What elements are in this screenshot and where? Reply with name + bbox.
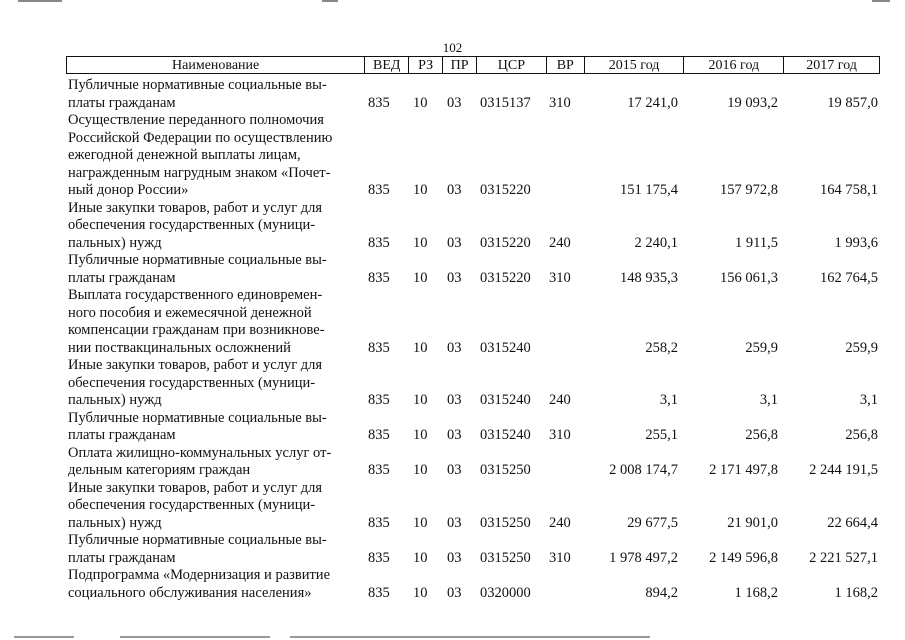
cell-2015: 1 978 497,2	[609, 549, 678, 566]
cell-pr: 03	[447, 514, 462, 531]
scan-edge-mark-left	[18, 0, 62, 2]
cell-2015: 17 241,0	[627, 94, 678, 111]
cell-2017: 164 758,1	[820, 182, 878, 198]
cell-2017: 19 857,0	[827, 94, 878, 111]
table-row	[66, 410, 880, 445]
cell-2017: 22 664,4	[827, 514, 878, 531]
cell-2016: 259,9	[745, 339, 778, 356]
header-2016: 2016 год	[683, 57, 783, 73]
cell-csr: 0315137	[480, 94, 531, 111]
table-row	[66, 357, 880, 410]
cell-name	[66, 77, 364, 112]
table-row	[66, 252, 880, 287]
table-header	[66, 56, 880, 74]
cell-2016: 21 901,0	[727, 514, 778, 531]
cell-ved: 835	[368, 427, 390, 443]
cell-name	[66, 357, 364, 410]
cell-vr: 310	[549, 549, 571, 566]
cell-2016: 1 911,5	[735, 234, 778, 251]
table-row	[66, 480, 880, 533]
cell-rz: 10	[413, 462, 428, 478]
cell-name-line: пальных) нужд	[68, 234, 162, 251]
cell-name	[66, 112, 364, 200]
cell-pr: 03	[447, 94, 462, 111]
cell-2015: 148 935,3	[620, 269, 678, 286]
scan-bottom-mark-right	[290, 636, 650, 638]
cell-name-line: Оплата жилищно-коммунальных услуг от-	[68, 444, 332, 461]
cell-name-line: пальных) нужд	[68, 392, 162, 408]
cell-2017: 1 168,2	[834, 584, 878, 601]
cell-rz: 10	[413, 514, 428, 531]
table-body	[66, 77, 880, 602]
scan-bottom-mark-left	[14, 636, 74, 638]
cell-name-line: Публичные нормативные социальные вы-	[68, 252, 327, 268]
cell-rz: 10	[413, 182, 428, 198]
cell-2016: 256,8	[745, 427, 778, 443]
cell-2016: 157 972,8	[720, 182, 778, 198]
cell-2015: 2 008 174,7	[609, 462, 678, 478]
cell-2016: 2 171 497,8	[709, 462, 778, 478]
cell-name-line: Российской Федерации по осуществлению	[68, 129, 333, 146]
cell-2015: 255,1	[645, 427, 678, 443]
cell-name	[66, 532, 364, 567]
cell-name-line: платы гражданам	[68, 269, 176, 286]
cell-ved: 835	[368, 392, 390, 408]
cell-2016: 1 168,2	[734, 584, 778, 601]
table-row	[66, 532, 880, 567]
header-2017: 2017 год	[783, 57, 879, 73]
cell-name-line: Иные закупки товаров, работ и услуг для	[68, 199, 323, 216]
cell-pr: 03	[447, 269, 462, 286]
scan-bottom-mark-mid	[120, 636, 270, 638]
cell-ved: 835	[368, 94, 390, 111]
cell-name-line: обеспечения государственных (муници-	[68, 217, 316, 233]
cell-2017: 3,1	[859, 392, 878, 408]
cell-name	[66, 480, 364, 533]
cell-csr: 0315220	[480, 182, 531, 198]
cell-name-line: Публичные нормативные социальные вы-	[68, 77, 327, 93]
cell-ved: 835	[368, 182, 390, 198]
cell-2016: 19 093,2	[727, 94, 778, 111]
cell-vr: 310	[549, 269, 571, 286]
cell-rz: 10	[413, 339, 428, 356]
cell-2015: 894,2	[645, 584, 678, 601]
cell-name-line: Иные закупки товаров, работ и услуг для	[68, 479, 323, 496]
header-rz: РЗ	[408, 57, 442, 73]
cell-ved: 835	[368, 269, 390, 286]
header-name: Наименование	[172, 58, 260, 73]
header-pr: ПР	[442, 57, 476, 73]
budget-table	[66, 56, 880, 602]
cell-name-line: пальных) нужд	[68, 514, 162, 531]
cell-vr: 310	[549, 94, 571, 111]
cell-2016: 3,1	[759, 392, 778, 408]
header-vr: ВР	[546, 57, 584, 73]
cell-rz: 10	[413, 549, 428, 566]
header-2015: 2015 год	[584, 57, 684, 73]
cell-pr: 03	[447, 339, 462, 356]
cell-name-line: обеспечения государственных (муници-	[68, 374, 316, 391]
cell-rz: 10	[413, 94, 428, 111]
header-csr: ЦСР	[476, 57, 546, 73]
table-row	[66, 200, 880, 253]
cell-ved: 835	[368, 462, 390, 478]
cell-ved: 835	[368, 339, 390, 356]
cell-2015: 258,2	[645, 339, 678, 356]
cell-name-line: компенсации гражданам при возникнове-	[68, 322, 325, 338]
cell-name-line: ного пособия и ежемесячной денежной	[68, 304, 312, 321]
cell-rz: 10	[413, 234, 428, 251]
cell-pr: 03	[447, 427, 462, 443]
cell-pr: 03	[447, 234, 462, 251]
cell-2016: 2 149 596,8	[709, 549, 778, 566]
cell-csr: 0315250	[480, 549, 531, 566]
table-row	[66, 112, 880, 200]
table-row	[66, 445, 880, 480]
cell-name	[66, 287, 364, 357]
cell-2015: 2 240,1	[634, 234, 678, 251]
cell-name-line: платы гражданам	[68, 427, 176, 443]
cell-rz: 10	[413, 269, 428, 286]
cell-2017: 259,9	[845, 339, 878, 356]
cell-2017: 2 221 527,1	[809, 549, 878, 566]
cell-name-line: Выплата государственного единовремен-	[68, 287, 323, 303]
table-row	[66, 77, 880, 112]
cell-vr: 240	[549, 514, 571, 531]
cell-2016: 156 061,3	[720, 269, 778, 286]
cell-pr: 03	[447, 584, 462, 601]
cell-name-line: Осуществление переданного полномочия	[68, 112, 324, 128]
cell-vr: 310	[549, 427, 571, 443]
cell-2017: 162 764,5	[820, 269, 878, 286]
cell-csr: 0315250	[480, 462, 531, 478]
cell-name-line: Публичные нормативные социальные вы-	[68, 532, 327, 548]
cell-name-line: Иные закупки товаров, работ и услуг для	[68, 357, 323, 373]
cell-2017: 1 993,6	[834, 234, 878, 251]
cell-vr: 240	[549, 392, 571, 408]
cell-pr: 03	[447, 182, 462, 198]
cell-vr: 240	[549, 234, 571, 251]
scan-edge-mark-right	[872, 0, 890, 2]
cell-csr: 0315220	[480, 269, 531, 286]
cell-name-line: Публичные нормативные социальные вы-	[68, 409, 327, 426]
cell-name-line: обеспечения государственных (муници-	[68, 497, 316, 513]
cell-ved: 835	[368, 234, 390, 251]
cell-2015: 3,1	[659, 392, 678, 408]
scan-edge-mark-center	[322, 0, 338, 2]
cell-csr: 0315240	[480, 392, 531, 408]
cell-name	[66, 200, 364, 253]
cell-name-line: платы гражданам	[68, 549, 176, 566]
cell-name	[66, 445, 364, 480]
table-row	[66, 567, 880, 602]
cell-ved: 835	[368, 514, 390, 531]
cell-name-line: нии поствакцинальных осложнений	[68, 339, 291, 356]
cell-rz: 10	[413, 392, 428, 408]
cell-name-line: дельным категориям граждан	[68, 462, 251, 478]
cell-ved: 835	[368, 549, 390, 566]
cell-ved: 835	[368, 584, 390, 601]
cell-name	[66, 567, 364, 602]
cell-name-line: ный донор России»	[68, 182, 189, 198]
cell-2017: 256,8	[845, 427, 878, 443]
cell-name-line: Подпрограмма «Модернизация и развитие	[68, 567, 330, 583]
cell-csr: 0315220	[480, 234, 531, 251]
cell-rz: 10	[413, 584, 428, 601]
cell-name-line: награжденным нагрудным знаком «Почет-	[68, 164, 331, 181]
cell-name	[66, 252, 364, 287]
cell-pr: 03	[447, 549, 462, 566]
header-ved: ВЕД	[364, 57, 408, 73]
cell-csr: 0315240	[480, 427, 531, 443]
cell-pr: 03	[447, 392, 462, 408]
cell-csr: 0315240	[480, 339, 531, 356]
cell-csr: 0315250	[480, 514, 531, 531]
table-row	[66, 287, 880, 357]
cell-2017: 2 244 191,5	[809, 462, 878, 478]
cell-2015: 151 175,4	[620, 182, 678, 198]
page-number: 102	[442, 40, 463, 55]
cell-rz: 10	[413, 427, 428, 443]
cell-pr: 03	[447, 462, 462, 478]
cell-csr: 0320000	[480, 584, 531, 601]
cell-name-line: социального обслуживания населения»	[68, 584, 312, 601]
cell-name	[66, 410, 364, 445]
cell-name-line: ежегодной денежной выплаты лицам,	[68, 147, 301, 163]
cell-2015: 29 677,5	[627, 514, 678, 531]
cell-name-line: платы гражданам	[68, 94, 176, 111]
